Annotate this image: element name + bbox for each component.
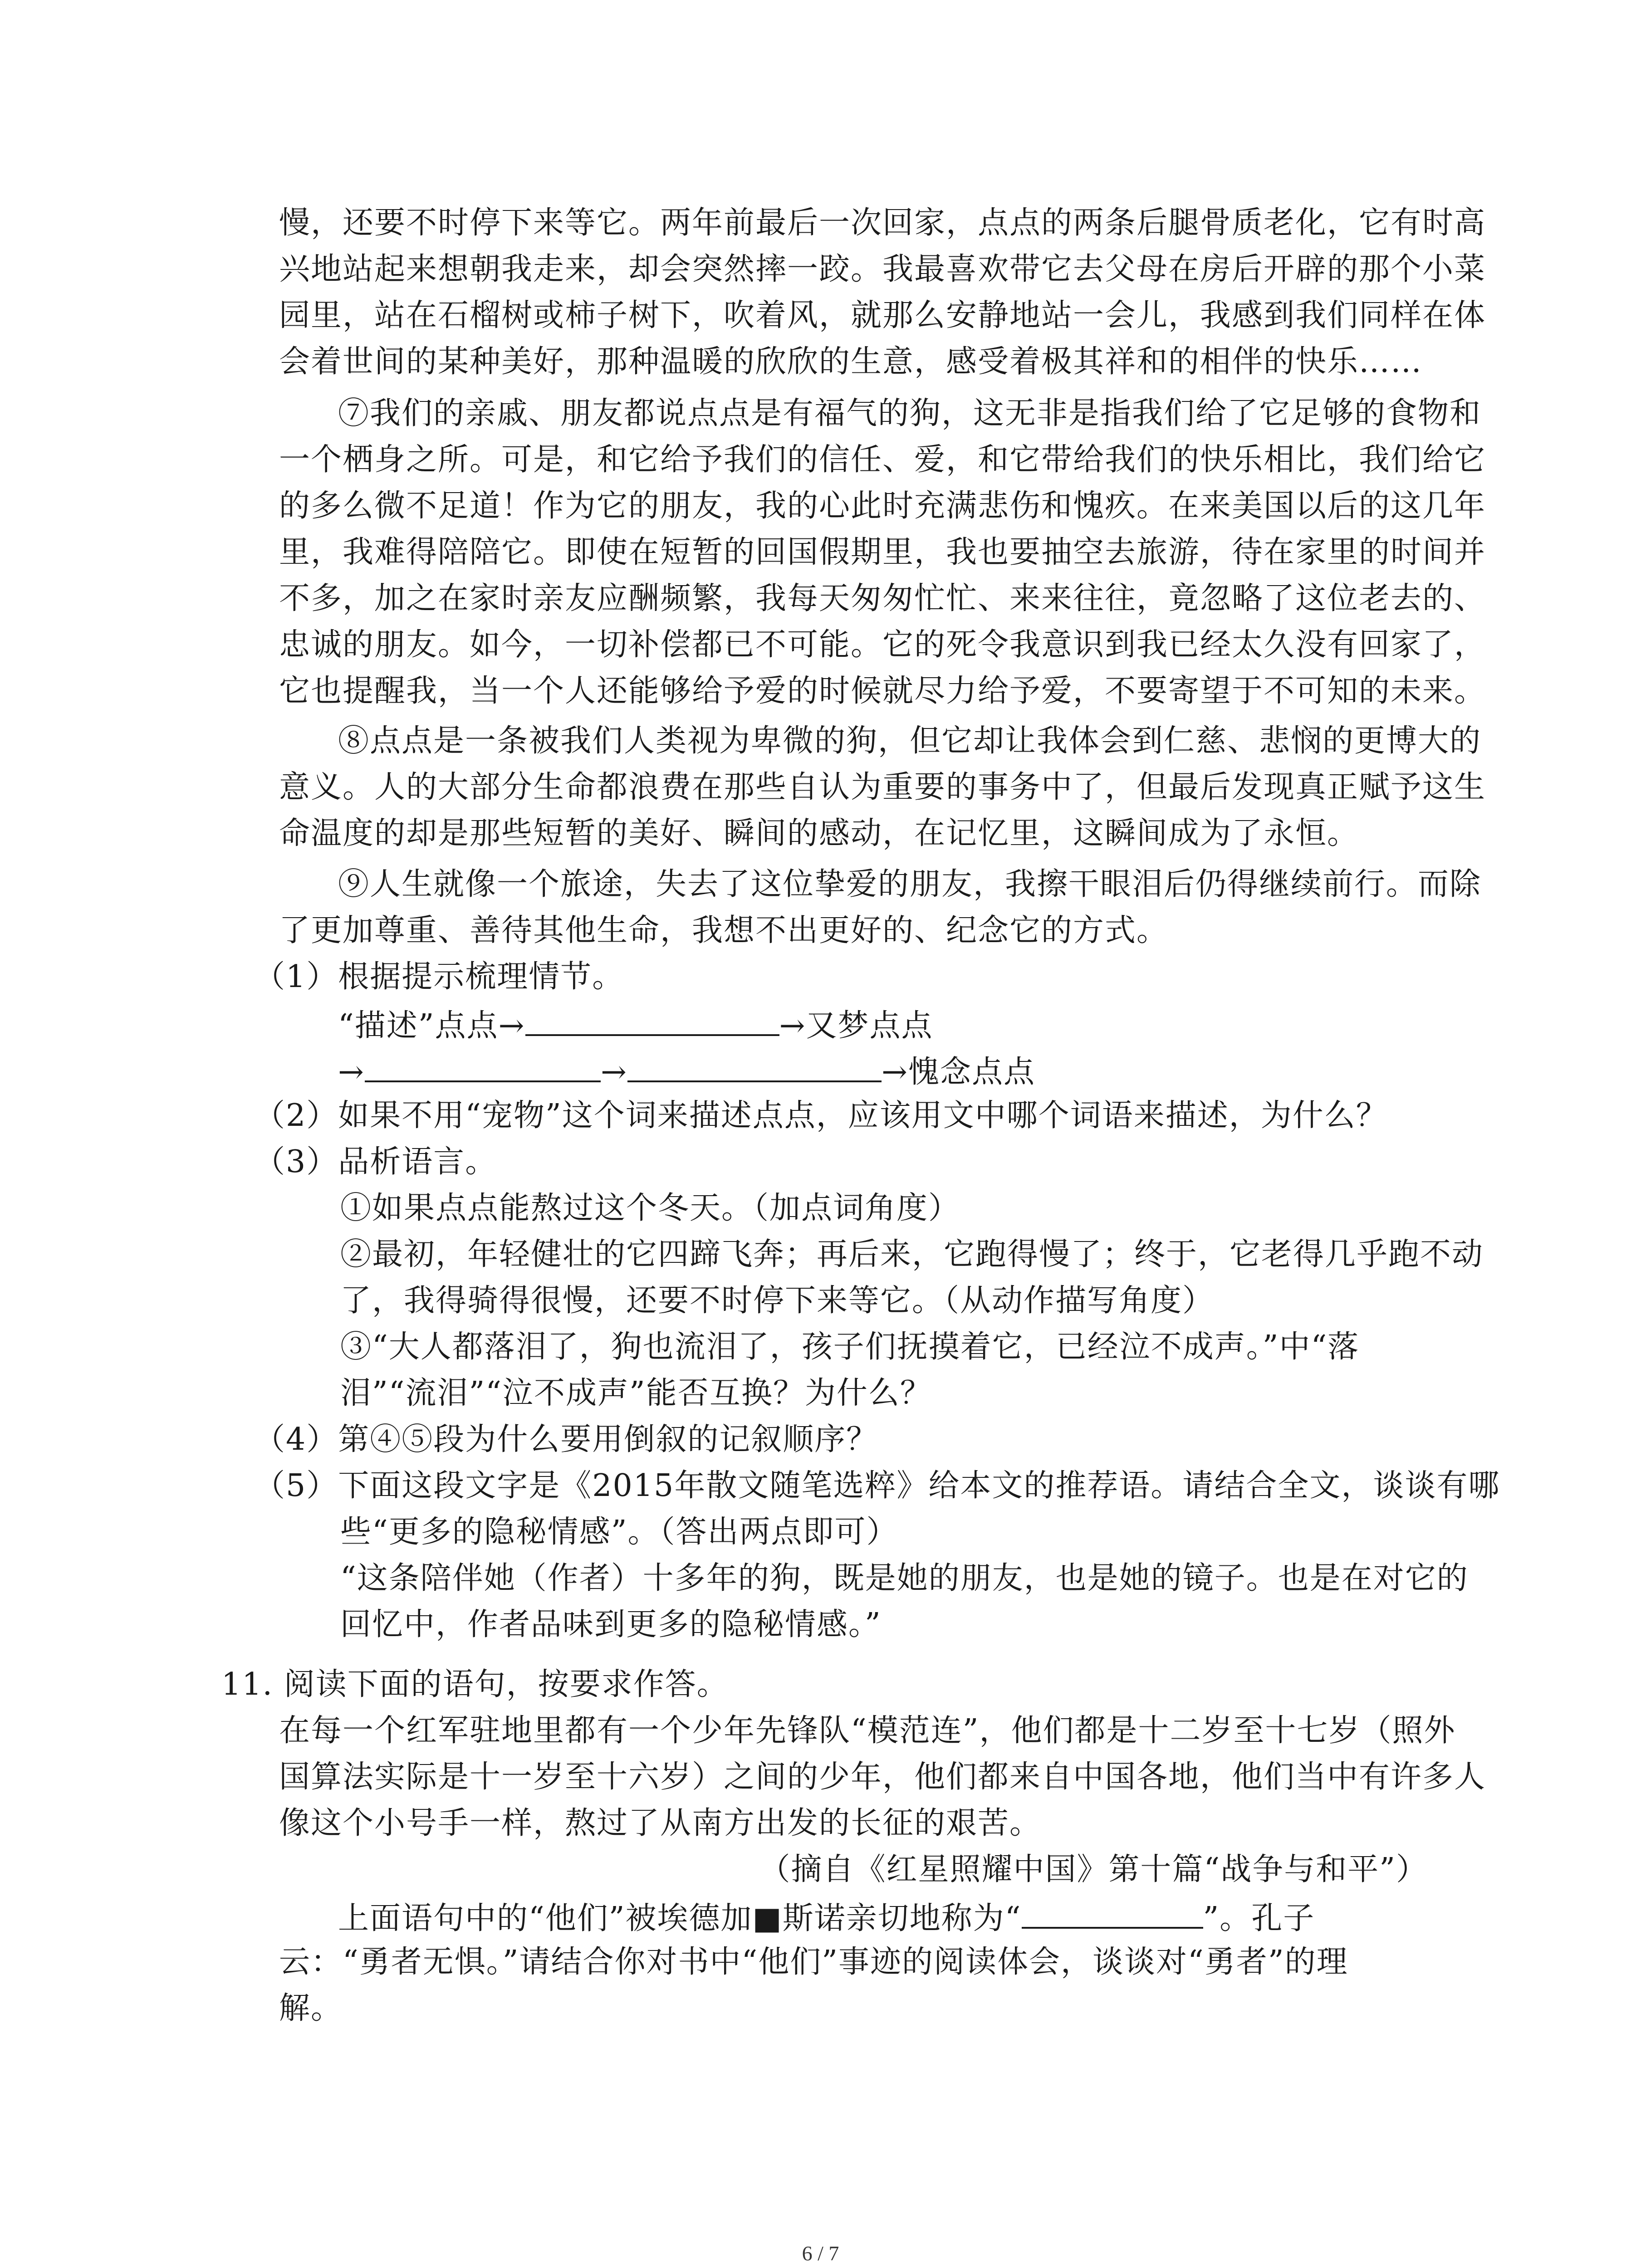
quote-line: 像这个小号手一样，熬过了从南方出发的长征的艰苦。 <box>279 1805 1042 1841</box>
question-10-5: （5）下面这段文字是《2015年散文随笔选粹》给本文的推荐语。请结合全文，谈谈有哪 <box>254 1468 1500 1504</box>
passage-line: 不多，加之在家时亲友应酬频繁，我每天匆匆忙忙、来来往往，竟忽略了这位老去的、 <box>279 581 1486 616</box>
passage-line: 的多么微不足道！作为它的朋友，我的心此时充满悲伤和愧疚。在来美国以后的这几年 <box>279 488 1486 524</box>
passage-line: ⑦我们的亲戚、朋友都说点点是有福气的狗，这无非是指我们给了它足够的食物和 <box>338 396 1482 431</box>
quote-line: 国算法实际是十一岁至十六岁）之间的少年，他们都来自中国各地，他们当中有许多人 <box>279 1759 1486 1795</box>
passage-line: 它也提醒我，当一个人还能够给予爱的时候就尽力给予爱，不要寄望于不可知的未来。 <box>279 673 1486 709</box>
question-10-5-cont: 些“更多的隐秘情感”。（答出两点即可） <box>340 1514 898 1550</box>
flow-arrow: → <box>338 1054 365 1090</box>
passage-line: 园里，站在石榴树或柿子树下，吹着风，就那么安静地站一会儿，我感到我们同样在体 <box>279 298 1486 333</box>
question-10-3-2: ②最初，年轻健壮的它四蹄飞奔；再后来，它跑得慢了；终于，它老得几乎跑不动 <box>340 1237 1484 1272</box>
passage-line: ⑧点点是一条被我们人类视为卑微的狗，但它却让我体会到仁慈、悲悯的更博大的 <box>338 723 1482 759</box>
passage-line: 一个栖身之所。可是，和它给予我们的信任、爱，和它带给我们的快乐相比，我们给它 <box>279 442 1486 478</box>
question-10-3-3: ③“大人都落泪了，狗也流泪了，孩子们抚摸着它，已经泣不成声。”中“落 <box>340 1329 1360 1365</box>
answer-blank[interactable] <box>1022 1901 1203 1929</box>
flow-end-label: →愧念点点 <box>881 1054 1035 1090</box>
passage-line: 忠诚的朋友。如今，一切补偿都已不可能。它的死令我意识到我已经太久没有回家了， <box>279 627 1486 663</box>
question-11-prompt <box>338 1901 1315 1934</box>
passage-line: ⑨人生就像一个旅途，失去了这位挚爱的朋友，我擦干眼泪后仍得继续前行。而除 <box>338 866 1482 902</box>
question-10-3-3-cont: 泪”“流泪”“泣不成声”能否互换？为什么？ <box>340 1375 932 1411</box>
question-10-4: （4）第④⑤段为什么要用倒叙的记叙顺序？ <box>254 1422 878 1457</box>
question-10-1: （1）根据提示梳理情节。 <box>254 959 624 995</box>
page-number: 6 / 7 <box>802 2242 839 2265</box>
question-11-title: 11. 阅读下面的语句，按要求作答。 <box>221 1667 729 1702</box>
passage-line: 里，我难得陪陪它。即使在短暂的回国假期里，我也要抽空去旅游，待在家里的时间并 <box>279 534 1486 570</box>
plot-flow-line-2 <box>338 1054 1035 1088</box>
question-10-3-2-cont: 了，我得骑得很慢，还要不时停下来等它。（从动作描写角度） <box>340 1283 1215 1319</box>
answer-blank[interactable] <box>525 1008 779 1036</box>
flow-end-label: →又梦点点 <box>779 1008 933 1044</box>
prompt-text: ”。孔子 <box>1203 1901 1315 1936</box>
question-10-2: （2）如果不用“宠物”这个词来描述点点，应该用文中哪个词语来描述，为什么？ <box>254 1098 1388 1134</box>
quote-line: 在每一个红军驻地里都有一个少年先锋队“模范连”，他们都是十二岁至十七岁（照外 <box>279 1713 1456 1749</box>
plot-flow-line-1 <box>338 1008 933 1044</box>
passage-line: 慢，还要不时停下来等它。两年前最后一次回家，点点的两条后腿骨质老化，它有时高 <box>279 205 1486 241</box>
passage-line: 命温度的却是那些短暂的美好、瞬间的感动，在记忆里，这瞬间成为了永恒。 <box>279 816 1359 851</box>
flow-start-label: “描述”点点→ <box>338 1008 525 1044</box>
flow-arrow: → <box>600 1054 627 1090</box>
question-10-3: （3）品析语言。 <box>254 1144 497 1180</box>
question-10-3-1: ①如果点点能熬过这个冬天。（加点词角度） <box>340 1190 960 1226</box>
prompt-text: 上面语句中的“他们”被埃德加■斯诺亲切地称为“ <box>338 1901 1022 1936</box>
answer-blank[interactable] <box>627 1054 882 1082</box>
passage-line: 意义。人的大部分生命都浪费在那些自认为重要的事务中了，但最后发现真正赋予这生 <box>279 769 1486 805</box>
question-11-prompt-end: 解。 <box>279 1990 343 2026</box>
recommendation-quote: “这条陪伴她（作者）十多年的狗，既是她的朋友，也是她的镜子。也是在对它的 <box>340 1560 1469 1596</box>
question-11-prompt-cont: 云：“勇者无惧。”请结合你对书中“他们”事迹的阅读体会，谈谈对“勇者”的理 <box>279 1944 1348 1980</box>
answer-blank[interactable] <box>365 1054 601 1082</box>
passage-line: 兴地站起来想朝我走来，却会突然摔一跤。我最喜欢带它去父母在房后开辟的那个小菜 <box>279 251 1486 287</box>
passage-line: 会着世间的某种美好，那种温暖的欣欣的生意，感受着极其祥和的相伴的快乐…… <box>279 344 1423 380</box>
quote-source: （摘自《红星照耀中国》第十篇“战争与和平”） <box>759 1852 1428 1887</box>
recommendation-quote-cont: 回忆中，作者品味到更多的隐秘情感。” <box>340 1607 882 1642</box>
passage-line: 了更加尊重、善待其他生命，我想不出更好的、纪念它的方式。 <box>279 913 1169 948</box>
